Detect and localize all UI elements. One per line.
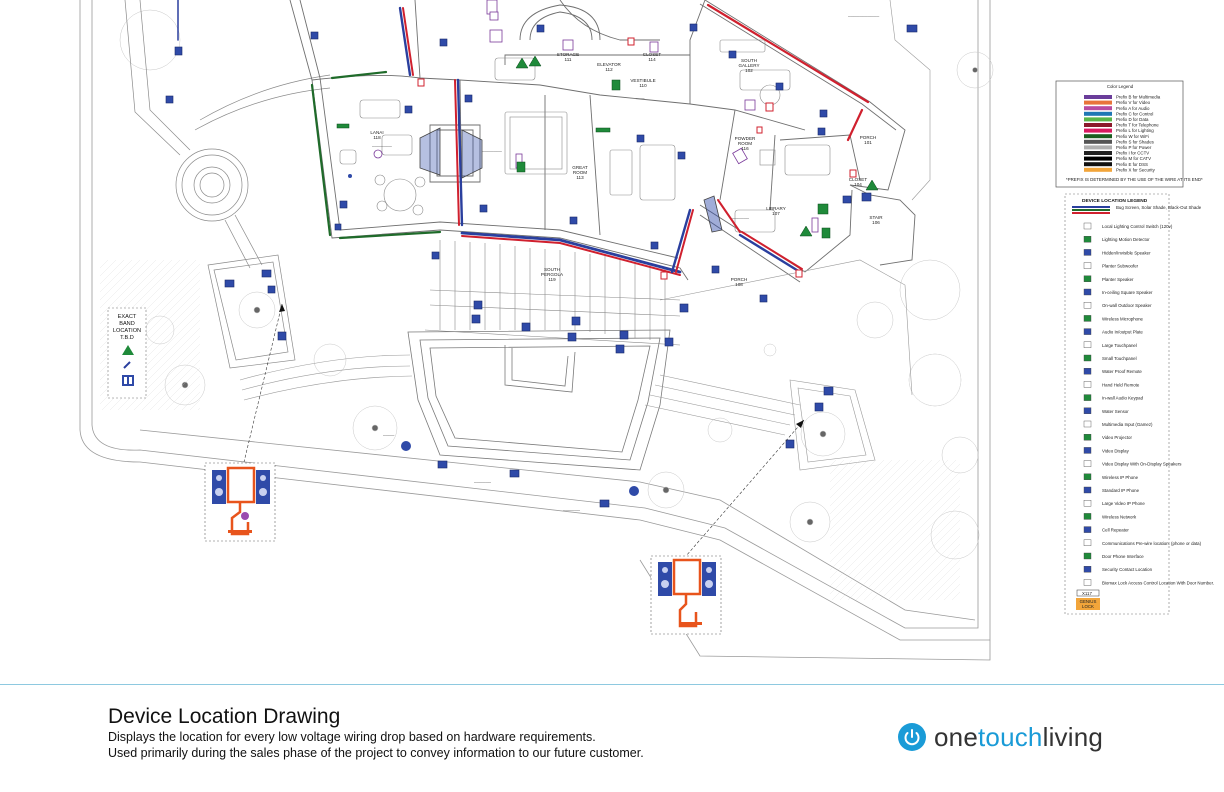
device-legend-label: Bug Screen, Solar Shade, Black-Out Shade (1116, 205, 1202, 210)
power-icon (898, 723, 926, 751)
hand-remote-icon (1084, 381, 1091, 387)
device-legend-label: On-wall Outdoor Speaker (1102, 303, 1152, 309)
color-swatch (1084, 145, 1112, 149)
room-label: CLOSET (848, 177, 868, 182)
device-legend-label: In-ceiling Square Speaker (1102, 290, 1153, 295)
svg-text:X117: X117 (1082, 591, 1092, 596)
svg-text:110: 110 (639, 83, 647, 88)
color-swatch (1084, 117, 1112, 121)
svg-text:BAND: BAND (119, 321, 135, 327)
color-legend-label: Prefix E for DSS (1116, 161, 1148, 167)
svg-text:───: ─── (636, 96, 645, 101)
house-outline (290, 0, 915, 282)
color-swatch (1084, 151, 1112, 155)
room-label: CLOSET (642, 52, 662, 57)
svg-text:ROOM: ROOM (737, 141, 753, 146)
device-legend-label: Water Sensor (1102, 408, 1129, 414)
tv-display-inset-east (651, 556, 721, 634)
water-sensor-icon (1084, 408, 1091, 414)
large-touchpanel-icon (1084, 342, 1091, 348)
device-legend-label: Security Contact Location (1102, 567, 1153, 573)
color-legend-label: Prefix I for CCTV (1116, 150, 1150, 156)
comm-prewire-icon (1084, 540, 1091, 546)
svg-text:T.B.D: T.B.D (120, 335, 134, 341)
wireless-phone-icon (1084, 474, 1091, 480)
device-legend-label: Biomax Lock Access Control Location With Door Number. (1102, 580, 1215, 586)
hidden-speaker-icon (1084, 249, 1091, 255)
color-legend-label: Prefix L for Lighting (1116, 128, 1154, 134)
wireless-network-icon (1084, 513, 1091, 519)
device-legend-label: Video Display With On-Display Speakers (1102, 461, 1182, 467)
room-label: SOUTH (543, 267, 561, 272)
security-devices (348, 174, 639, 496)
lighting-switch-icon (1084, 223, 1091, 229)
svg-text:EXACT: EXACT (117, 314, 137, 320)
color-legend-label: Prefix C for Control (1116, 111, 1154, 117)
color-legend-label: Prefix T for Telephone (1116, 122, 1159, 128)
page-title: Device Location Drawing (108, 705, 341, 728)
svg-text:104: 104 (854, 182, 862, 187)
svg-text:──────: ────── (732, 216, 750, 221)
svg-text:GENIUS: GENIUS (1079, 599, 1097, 604)
color-swatch (1084, 168, 1112, 172)
color-legend-label: Prefix M for CATV (1116, 156, 1152, 162)
water-remote-icon (1084, 368, 1091, 374)
color-legend-label: Prefix W for WiFi (1116, 133, 1149, 139)
device-legend (1065, 194, 1214, 614)
svg-text:LOCATION: LOCATION (112, 328, 142, 334)
svg-text:106: 106 (872, 220, 880, 225)
svg-text:111: 111 (564, 57, 572, 62)
leader-labels (371, 14, 879, 513)
svg-text:112: 112 (605, 67, 613, 72)
room-label: GREAT (572, 165, 588, 170)
color-swatch (1084, 129, 1112, 133)
description-line-2: Used primarily during the sales phase of the project to convey information to our future customer. (108, 746, 644, 760)
pool (408, 330, 670, 470)
audio-plate-icon (1084, 329, 1091, 335)
logo-wordmark: onetouchliving (934, 722, 1104, 752)
room-label: STORAGE (556, 52, 580, 57)
display-speaker-icon (1084, 461, 1091, 467)
device-legend-label: Video Display (1102, 448, 1129, 454)
multimedia-input-icon (1084, 421, 1091, 427)
color-legend-label: Prefix A for Audio (1116, 105, 1150, 111)
device-legend-label: Hand Held Remote (1102, 382, 1140, 388)
color-legend-label: Prefix S for Shades (1116, 139, 1154, 145)
svg-text:Color Legend: Color Legend (1106, 84, 1134, 89)
color-swatch (1084, 106, 1112, 110)
svg-text:──────: ────── (474, 480, 492, 485)
device-legend-label: Standard IP Phone (1102, 488, 1140, 493)
device-legend-label: Cell Repeater (1102, 527, 1129, 533)
svg-text:102: 102 (745, 68, 753, 73)
svg-text:114: 114 (648, 57, 656, 62)
svg-text:107: 107 (772, 211, 780, 216)
device-legend-label: Large Touchpanel (1102, 342, 1137, 348)
color-swatch (1084, 162, 1112, 166)
color-swatch (1084, 140, 1112, 144)
color-swatch (1084, 157, 1112, 161)
inset-leaders (244, 304, 804, 556)
pergola-slats (425, 240, 680, 345)
room-labels (370, 52, 883, 287)
svg-text:───────: ─────── (482, 149, 502, 154)
room-label: PORCH (859, 135, 877, 140)
ceiling-speaker-icon (1084, 289, 1091, 295)
svg-text:PERGOLA: PERGOLA (540, 272, 564, 277)
svg-text:──────: ────── (563, 508, 581, 513)
device-legend-label: Lighting Motion Detector (1102, 237, 1150, 243)
color-legend (1056, 81, 1203, 187)
planter-subwoofer-icon (1084, 263, 1091, 269)
color-legend-label: Prefix D for Data (1116, 117, 1149, 122)
footer-divider (0, 684, 1224, 685)
description-line-1: Displays the location for every low voltage wiring drop based on hardware requirements. (108, 730, 596, 744)
device-legend-label: Multimedia Input (Gamez) (1102, 422, 1153, 427)
svg-text:───────────: ─────────── (848, 14, 880, 19)
room-label: SOUTH (740, 58, 758, 63)
tv-display-inset-west (205, 463, 275, 541)
svg-text:118: 118 (373, 135, 381, 140)
room-label: VESTIBULE (630, 78, 656, 83)
room-label: STAIR (869, 215, 883, 220)
device-legend-label: Planter Subwoofer (1102, 263, 1139, 269)
color-legend-label: Prefix P for Power (1116, 145, 1152, 150)
device-legend-label: Wireless IP Phone (1102, 474, 1139, 480)
svg-text:119: 119 (548, 277, 556, 282)
room-label: LANAI (370, 130, 384, 135)
svg-text:113: 113 (576, 175, 584, 180)
room-label: PORCH (730, 277, 748, 282)
color-swatch (1084, 112, 1112, 116)
band-location-note (108, 308, 146, 398)
device-legend-label: Planter Speaker (1102, 276, 1134, 282)
room-label: LIBRARY (766, 206, 786, 211)
small-touchpanel-icon (1084, 355, 1091, 361)
color-swatch (1084, 123, 1112, 127)
svg-text:────: ──── (383, 433, 395, 438)
lock-icon (1084, 579, 1091, 585)
svg-text:───────: ─────── (372, 144, 392, 149)
security-contact-icon (1084, 566, 1091, 572)
device-legend-label: In-wall Audio Keypad (1102, 395, 1144, 401)
standard-phone-icon (1084, 487, 1091, 493)
planter-speaker-icon (1084, 276, 1091, 282)
outdoor-speaker-icon (1084, 302, 1091, 308)
room-label: POWDER (734, 136, 756, 141)
device-legend-label: Wireless Microphone (1102, 316, 1143, 322)
svg-text:108: 108 (735, 282, 743, 287)
device-legend-label: Audio In/output Plate (1102, 329, 1143, 335)
video-phone-icon (1084, 500, 1091, 506)
color-swatch (1084, 134, 1112, 138)
device-legend-label: Wireless Network (1102, 514, 1137, 520)
device-legend-label: Video Projector (1102, 435, 1132, 441)
video-display-icon (1084, 447, 1091, 453)
motion-detector-icon (1084, 236, 1091, 242)
device-legend-label: Hidden/Invisible Speaker (1102, 250, 1151, 256)
wireless-mic-icon (1084, 315, 1091, 321)
svg-text:101: 101 (864, 140, 872, 145)
svg-text:ROOM: ROOM (572, 170, 588, 175)
svg-text:DEVICE LOCATION LEGEND: DEVICE LOCATION LEGEND (1082, 199, 1148, 204)
color-legend-label: Prefix X for Security (1116, 167, 1155, 173)
svg-text:116: 116 (741, 146, 749, 151)
color-legend-label: Prefix V for Video (1116, 100, 1151, 106)
shade-lines (178, 0, 868, 275)
svg-text:*PREFIX IS DETERMINED BY THE U: *PREFIX IS DETERMINED BY THE USE OF THE WIRE AT ITS END* (1066, 177, 1203, 182)
fireplace (420, 128, 722, 232)
room-label: ELEVATOR (597, 62, 621, 67)
device-legend-label: Door Phone Interface (1102, 554, 1144, 559)
device-legend-label: Local Lighting Control Switch (120v) (1102, 224, 1173, 229)
device-legend-label: Water Proof Remote (1102, 369, 1142, 375)
video-projector-icon (1084, 434, 1091, 440)
company-logo (898, 722, 1103, 752)
color-legend-label: Prefix B for Multimedia (1116, 94, 1161, 100)
device-legend-label: Communications Pre-wire location. (phone or data) (1102, 540, 1202, 546)
color-swatch (1084, 101, 1112, 105)
svg-text:GALLERY: GALLERY (738, 63, 760, 68)
door-phone-icon (1084, 553, 1091, 559)
furniture (340, 40, 830, 232)
purple-devices (374, 0, 818, 232)
svg-text:LOCK: LOCK (1082, 604, 1094, 609)
cell-repeater-icon (1084, 527, 1091, 533)
color-swatch (1084, 95, 1112, 99)
device-legend-label: Large Video IP Phone (1102, 501, 1145, 507)
audio-keypad-icon (1084, 395, 1091, 401)
device-legend-label: Small Touchpanel (1102, 356, 1137, 361)
